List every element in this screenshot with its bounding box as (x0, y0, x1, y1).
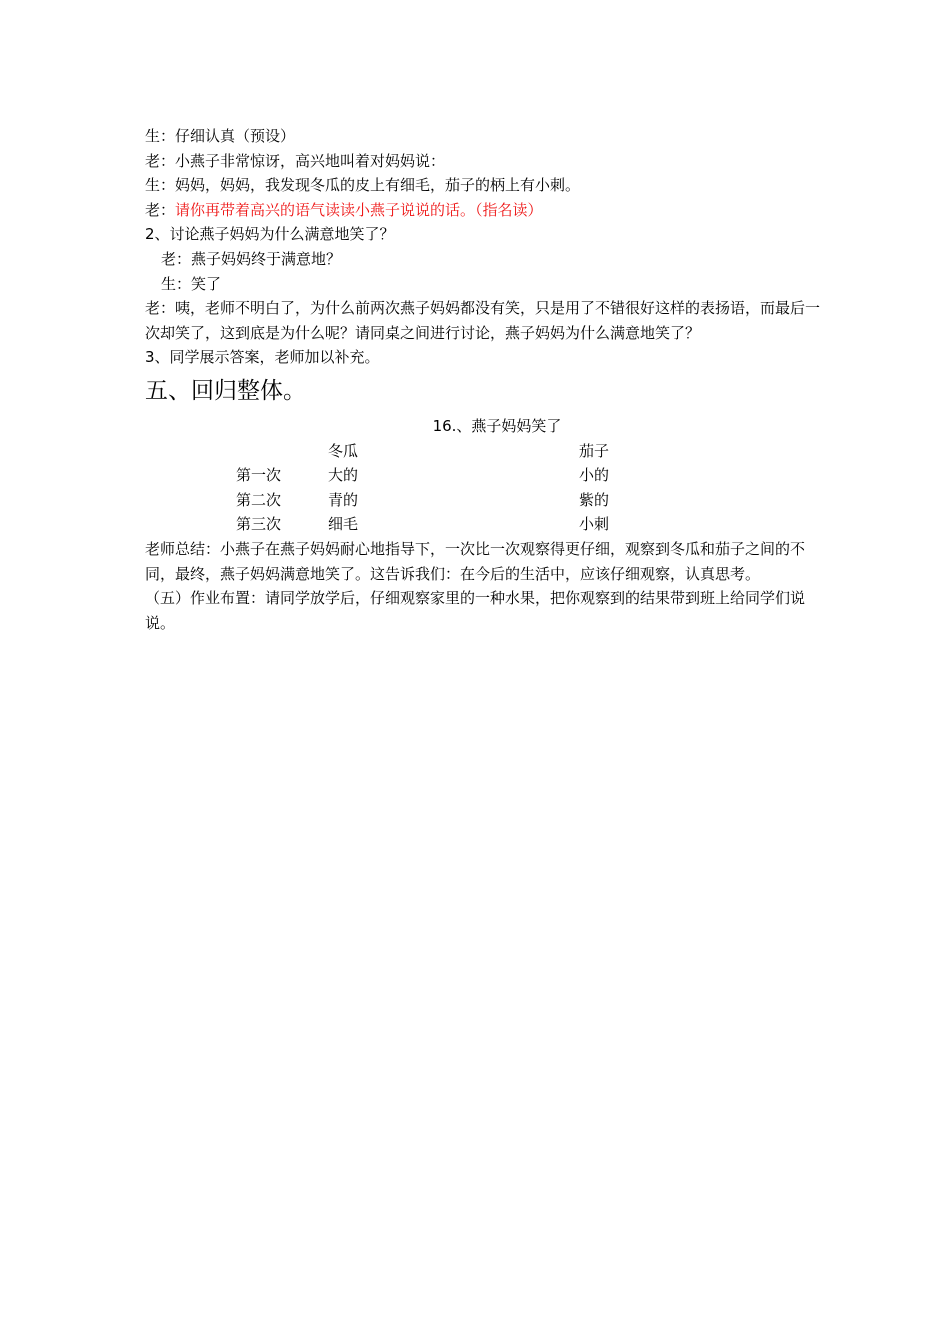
board-row (145, 463, 825, 488)
step-3-line: 3、同学展示答案，老师加以补充。 (145, 348, 380, 367)
board-cell: 紫的 (579, 490, 610, 509)
dialogue-line-student-1: 生：仔细认真（预设） (145, 127, 296, 145)
dialogue-line-teacher-red (145, 198, 825, 223)
dialogue-line-student-2: 生：妈妈，妈妈，我发现冬瓜的皮上有细毛，茄子的柄上有小刺。 (145, 176, 581, 195)
board-cell: 第一次 (236, 466, 282, 485)
board-cell: 青的 (328, 490, 359, 509)
board-header-row (145, 439, 825, 464)
board-header-cell: 冬瓜 (328, 441, 359, 460)
dialogue-line-teacher-1: 老：小燕子非常惊讶，高兴地叫着对妈妈说： (145, 151, 446, 170)
board-row (145, 488, 825, 513)
board-cell: 小的 (579, 466, 610, 485)
board-cell: 第三次 (236, 515, 282, 534)
dialogue-line-student-3: 生：笑了 (161, 274, 222, 293)
teacher-question-paragraph: 老：咦，老师不明白了，为什么前两次燕子妈妈都没有笑，只是用了不错很好这样的表扬语，而最后一次却笑了，这到底是为什么呢？请同桌之间进行讨论，燕子妈妈为什么满意地笑了？ (145, 299, 821, 342)
teacher-summary-paragraph: 老师总结：小燕子在燕子妈妈耐心地指导下，一次比一次观察得更仔细，观察到冬瓜和茄子之间的不同，最终，燕子妈妈满意地笑了。这告诉我们：在今后的生活中，应该仔细观察，认真思考。 (145, 539, 806, 583)
homework-paragraph: （五）作业布置：请同学放学后，仔细观察家里的一种水果，把你观察到的结果带到班上给同学们说说。 (145, 589, 806, 632)
board-header-cell: 茄子 (579, 441, 610, 460)
board-title: 16.、燕子妈妈笑了 (432, 416, 562, 435)
board-cell: 大的 (328, 466, 359, 485)
board-cell: 细毛 (328, 515, 359, 534)
board-row (145, 512, 825, 537)
section-heading: 五、回归整体。 (145, 377, 306, 404)
dialogue-line-teacher-2: 老：燕子妈妈终于满意地？ (161, 249, 342, 268)
board-cell: 小刺 (579, 515, 610, 534)
document-page (145, 124, 825, 635)
step-2-line: 2、讨论燕子妈妈为什么满意地笑了？ (145, 225, 395, 244)
blackboard-summary (145, 414, 825, 537)
highlighted-instruction: 请你再带着高兴的语气读读小燕子说说的话。（指名读） (175, 200, 543, 219)
speaker-prefix: 老： (145, 200, 176, 219)
board-cell: 第二次 (236, 490, 282, 509)
